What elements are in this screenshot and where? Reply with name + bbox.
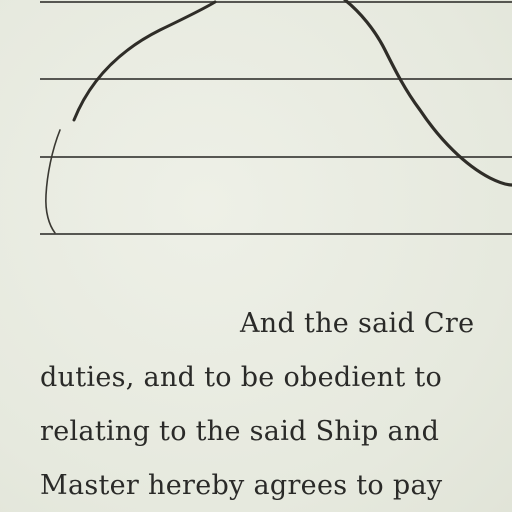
body-text-line-1: And the said Cre [240,308,475,339]
body-text-line-3: relating to the said Ship and [40,416,440,447]
ruled-line [40,1,512,3]
ruled-line [40,233,512,235]
body-text-line-2: duties, and to be obedient to [40,362,443,393]
ruled-line [40,78,512,80]
body-text-line-4: Master hereby agrees to pay [40,470,443,501]
ruled-line [40,156,512,158]
